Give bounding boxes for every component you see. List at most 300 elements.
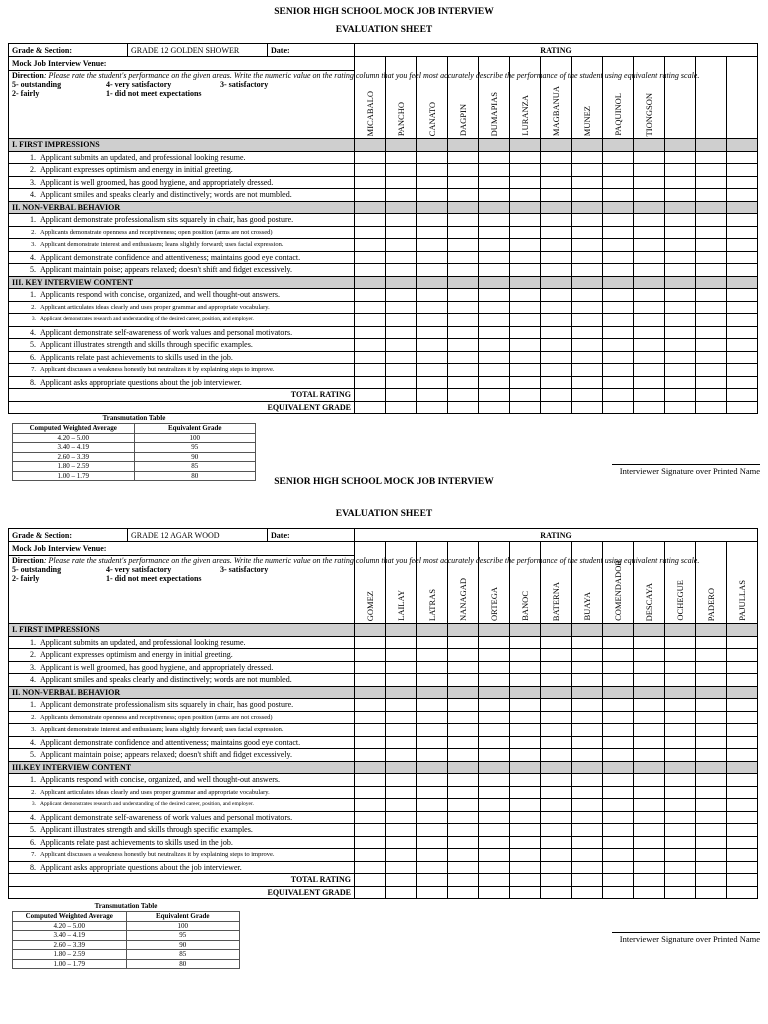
equivalent-grade-cell[interactable] bbox=[541, 401, 572, 414]
rating-cell[interactable] bbox=[417, 849, 448, 862]
rating-cell[interactable] bbox=[417, 264, 448, 277]
rating-cell[interactable] bbox=[355, 239, 386, 252]
rating-cell[interactable] bbox=[355, 189, 386, 202]
rating-cell[interactable] bbox=[448, 649, 479, 662]
rating-cell[interactable] bbox=[541, 351, 572, 364]
rating-cell[interactable] bbox=[696, 624, 727, 637]
rating-cell[interactable] bbox=[603, 314, 634, 327]
rating-cell[interactable] bbox=[603, 176, 634, 189]
rating-cell[interactable] bbox=[696, 264, 727, 277]
rating-cell[interactable] bbox=[479, 226, 510, 239]
rating-cell[interactable] bbox=[417, 711, 448, 724]
equivalent-grade-cell[interactable] bbox=[448, 886, 479, 899]
rating-cell[interactable] bbox=[572, 824, 603, 837]
rating-cell[interactable] bbox=[479, 164, 510, 177]
rating-cell[interactable] bbox=[696, 824, 727, 837]
rating-cell[interactable] bbox=[386, 239, 417, 252]
rating-cell[interactable] bbox=[510, 774, 541, 787]
rating-cell[interactable] bbox=[541, 749, 572, 762]
rating-cell[interactable] bbox=[603, 289, 634, 302]
rating-cell[interactable] bbox=[727, 226, 758, 239]
rating-cell[interactable] bbox=[603, 861, 634, 874]
rating-cell[interactable] bbox=[417, 214, 448, 227]
rating-cell[interactable] bbox=[665, 164, 696, 177]
rating-cell[interactable] bbox=[355, 214, 386, 227]
rating-cell[interactable] bbox=[386, 364, 417, 377]
rating-cell[interactable] bbox=[696, 239, 727, 252]
rating-cell[interactable] bbox=[603, 301, 634, 314]
rating-cell[interactable] bbox=[603, 364, 634, 377]
rating-cell[interactable] bbox=[479, 239, 510, 252]
rating-cell[interactable] bbox=[479, 364, 510, 377]
rating-cell[interactable] bbox=[479, 786, 510, 799]
equivalent-grade-cell[interactable] bbox=[572, 401, 603, 414]
rating-cell[interactable] bbox=[665, 226, 696, 239]
rating-cell[interactable] bbox=[355, 201, 386, 214]
total-rating-cell[interactable] bbox=[510, 389, 541, 402]
rating-cell[interactable] bbox=[355, 264, 386, 277]
rating-cell[interactable] bbox=[355, 786, 386, 799]
rating-cell[interactable] bbox=[355, 376, 386, 389]
rating-cell[interactable] bbox=[479, 264, 510, 277]
rating-cell[interactable] bbox=[727, 624, 758, 637]
rating-cell[interactable] bbox=[696, 201, 727, 214]
rating-cell[interactable] bbox=[448, 314, 479, 327]
rating-cell[interactable] bbox=[665, 724, 696, 737]
rating-cell[interactable] bbox=[696, 761, 727, 774]
rating-cell[interactable] bbox=[634, 724, 665, 737]
rating-cell[interactable] bbox=[510, 849, 541, 862]
rating-cell[interactable] bbox=[572, 189, 603, 202]
rating-cell[interactable] bbox=[603, 239, 634, 252]
rating-cell[interactable] bbox=[386, 339, 417, 352]
rating-cell[interactable] bbox=[510, 339, 541, 352]
rating-cell[interactable] bbox=[479, 861, 510, 874]
rating-cell[interactable] bbox=[355, 724, 386, 737]
rating-cell[interactable] bbox=[479, 736, 510, 749]
rating-cell[interactable] bbox=[665, 314, 696, 327]
rating-cell[interactable] bbox=[665, 289, 696, 302]
rating-cell[interactable] bbox=[696, 636, 727, 649]
rating-cell[interactable] bbox=[696, 314, 727, 327]
rating-cell[interactable] bbox=[355, 861, 386, 874]
equivalent-grade-cell[interactable] bbox=[417, 886, 448, 899]
rating-cell[interactable] bbox=[355, 824, 386, 837]
rating-cell[interactable] bbox=[665, 736, 696, 749]
equivalent-grade-cell[interactable] bbox=[479, 886, 510, 899]
rating-cell[interactable] bbox=[696, 836, 727, 849]
rating-cell[interactable] bbox=[510, 736, 541, 749]
venue-field[interactable] bbox=[9, 542, 355, 556]
rating-cell[interactable] bbox=[355, 836, 386, 849]
rating-cell[interactable] bbox=[696, 376, 727, 389]
rating-cell[interactable] bbox=[448, 339, 479, 352]
rating-cell[interactable] bbox=[572, 314, 603, 327]
rating-cell[interactable] bbox=[479, 314, 510, 327]
rating-cell[interactable] bbox=[355, 151, 386, 164]
rating-cell[interactable] bbox=[510, 239, 541, 252]
rating-cell[interactable] bbox=[572, 786, 603, 799]
rating-cell[interactable] bbox=[727, 786, 758, 799]
rating-cell[interactable] bbox=[634, 301, 665, 314]
rating-cell[interactable] bbox=[479, 749, 510, 762]
rating-cell[interactable] bbox=[572, 164, 603, 177]
rating-cell[interactable] bbox=[665, 774, 696, 787]
rating-cell[interactable] bbox=[541, 264, 572, 277]
rating-cell[interactable] bbox=[572, 761, 603, 774]
rating-cell[interactable] bbox=[603, 724, 634, 737]
rating-cell[interactable] bbox=[448, 836, 479, 849]
rating-cell[interactable] bbox=[479, 724, 510, 737]
rating-cell[interactable] bbox=[665, 151, 696, 164]
rating-cell[interactable] bbox=[386, 811, 417, 824]
rating-cell[interactable] bbox=[727, 201, 758, 214]
rating-cell[interactable] bbox=[665, 861, 696, 874]
rating-cell[interactable] bbox=[417, 351, 448, 364]
rating-cell[interactable] bbox=[665, 624, 696, 637]
rating-cell[interactable] bbox=[448, 811, 479, 824]
rating-cell[interactable] bbox=[355, 339, 386, 352]
rating-cell[interactable] bbox=[448, 276, 479, 289]
rating-cell[interactable] bbox=[479, 811, 510, 824]
rating-cell[interactable] bbox=[355, 849, 386, 862]
rating-cell[interactable] bbox=[696, 799, 727, 812]
rating-cell[interactable] bbox=[355, 251, 386, 264]
rating-cell[interactable] bbox=[448, 364, 479, 377]
rating-cell[interactable] bbox=[448, 326, 479, 339]
rating-cell[interactable] bbox=[386, 761, 417, 774]
rating-cell[interactable] bbox=[696, 151, 727, 164]
rating-cell[interactable] bbox=[634, 151, 665, 164]
date-field[interactable] bbox=[268, 529, 355, 542]
rating-cell[interactable] bbox=[634, 201, 665, 214]
rating-cell[interactable] bbox=[386, 151, 417, 164]
total-rating-cell[interactable] bbox=[665, 874, 696, 887]
rating-cell[interactable] bbox=[417, 201, 448, 214]
rating-cell[interactable] bbox=[448, 736, 479, 749]
rating-cell[interactable] bbox=[510, 314, 541, 327]
rating-cell[interactable] bbox=[541, 674, 572, 687]
rating-cell[interactable] bbox=[603, 761, 634, 774]
rating-cell[interactable] bbox=[696, 699, 727, 712]
rating-cell[interactable] bbox=[479, 849, 510, 862]
rating-cell[interactable] bbox=[665, 264, 696, 277]
rating-cell[interactable] bbox=[386, 214, 417, 227]
rating-cell[interactable] bbox=[541, 226, 572, 239]
rating-cell[interactable] bbox=[603, 251, 634, 264]
rating-cell[interactable] bbox=[386, 139, 417, 152]
rating-cell[interactable] bbox=[541, 139, 572, 152]
rating-cell[interactable] bbox=[572, 836, 603, 849]
rating-cell[interactable] bbox=[572, 226, 603, 239]
rating-cell[interactable] bbox=[696, 724, 727, 737]
rating-cell[interactable] bbox=[386, 836, 417, 849]
equivalent-grade-cell[interactable] bbox=[572, 886, 603, 899]
rating-cell[interactable] bbox=[572, 289, 603, 302]
rating-cell[interactable] bbox=[386, 699, 417, 712]
rating-cell[interactable] bbox=[448, 786, 479, 799]
rating-cell[interactable] bbox=[448, 164, 479, 177]
rating-cell[interactable] bbox=[727, 339, 758, 352]
rating-cell[interactable] bbox=[510, 301, 541, 314]
rating-cell[interactable] bbox=[572, 811, 603, 824]
rating-cell[interactable] bbox=[665, 649, 696, 662]
rating-cell[interactable] bbox=[355, 686, 386, 699]
rating-cell[interactable] bbox=[727, 289, 758, 302]
rating-cell[interactable] bbox=[386, 264, 417, 277]
rating-cell[interactable] bbox=[603, 836, 634, 849]
rating-cell[interactable] bbox=[541, 811, 572, 824]
rating-cell[interactable] bbox=[448, 849, 479, 862]
rating-cell[interactable] bbox=[696, 849, 727, 862]
total-rating-cell[interactable] bbox=[386, 389, 417, 402]
rating-cell[interactable] bbox=[386, 376, 417, 389]
rating-cell[interactable] bbox=[572, 799, 603, 812]
rating-cell[interactable] bbox=[479, 189, 510, 202]
rating-cell[interactable] bbox=[634, 139, 665, 152]
rating-cell[interactable] bbox=[448, 774, 479, 787]
rating-cell[interactable] bbox=[355, 301, 386, 314]
rating-cell[interactable] bbox=[665, 276, 696, 289]
rating-cell[interactable] bbox=[386, 351, 417, 364]
rating-cell[interactable] bbox=[386, 189, 417, 202]
rating-cell[interactable] bbox=[510, 176, 541, 189]
equivalent-grade-cell[interactable] bbox=[634, 886, 665, 899]
rating-cell[interactable] bbox=[727, 364, 758, 377]
rating-cell[interactable] bbox=[665, 836, 696, 849]
rating-cell[interactable] bbox=[417, 624, 448, 637]
rating-cell[interactable] bbox=[541, 189, 572, 202]
rating-cell[interactable] bbox=[634, 799, 665, 812]
rating-cell[interactable] bbox=[541, 376, 572, 389]
total-rating-cell[interactable] bbox=[603, 874, 634, 887]
total-rating-cell[interactable] bbox=[727, 389, 758, 402]
rating-cell[interactable] bbox=[479, 201, 510, 214]
total-rating-cell[interactable] bbox=[355, 874, 386, 887]
rating-cell[interactable] bbox=[665, 824, 696, 837]
total-rating-cell[interactable] bbox=[479, 389, 510, 402]
rating-cell[interactable] bbox=[665, 811, 696, 824]
rating-cell[interactable] bbox=[448, 176, 479, 189]
rating-cell[interactable] bbox=[634, 699, 665, 712]
rating-cell[interactable] bbox=[727, 799, 758, 812]
rating-cell[interactable] bbox=[417, 276, 448, 289]
rating-cell[interactable] bbox=[510, 364, 541, 377]
total-rating-cell[interactable] bbox=[696, 389, 727, 402]
rating-cell[interactable] bbox=[355, 649, 386, 662]
rating-cell[interactable] bbox=[634, 214, 665, 227]
rating-cell[interactable] bbox=[634, 376, 665, 389]
rating-cell[interactable] bbox=[417, 314, 448, 327]
rating-cell[interactable] bbox=[603, 774, 634, 787]
rating-cell[interactable] bbox=[448, 151, 479, 164]
rating-cell[interactable] bbox=[417, 376, 448, 389]
rating-cell[interactable] bbox=[696, 214, 727, 227]
rating-cell[interactable] bbox=[665, 364, 696, 377]
rating-cell[interactable] bbox=[386, 226, 417, 239]
rating-cell[interactable] bbox=[727, 861, 758, 874]
rating-cell[interactable] bbox=[386, 289, 417, 302]
rating-cell[interactable] bbox=[572, 364, 603, 377]
rating-cell[interactable] bbox=[386, 824, 417, 837]
rating-cell[interactable] bbox=[634, 189, 665, 202]
rating-cell[interactable] bbox=[665, 326, 696, 339]
rating-cell[interactable] bbox=[696, 661, 727, 674]
total-rating-cell[interactable] bbox=[727, 874, 758, 887]
rating-cell[interactable] bbox=[541, 774, 572, 787]
rating-cell[interactable] bbox=[603, 326, 634, 339]
rating-cell[interactable] bbox=[479, 139, 510, 152]
rating-cell[interactable] bbox=[572, 326, 603, 339]
rating-cell[interactable] bbox=[479, 176, 510, 189]
rating-cell[interactable] bbox=[634, 239, 665, 252]
rating-cell[interactable] bbox=[634, 164, 665, 177]
rating-cell[interactable] bbox=[417, 786, 448, 799]
rating-cell[interactable] bbox=[727, 661, 758, 674]
rating-cell[interactable] bbox=[727, 326, 758, 339]
total-rating-cell[interactable] bbox=[541, 389, 572, 402]
rating-cell[interactable] bbox=[479, 276, 510, 289]
rating-cell[interactable] bbox=[386, 164, 417, 177]
rating-cell[interactable] bbox=[417, 289, 448, 302]
rating-cell[interactable] bbox=[603, 649, 634, 662]
rating-cell[interactable] bbox=[665, 799, 696, 812]
rating-cell[interactable] bbox=[417, 301, 448, 314]
rating-cell[interactable] bbox=[479, 686, 510, 699]
rating-cell[interactable] bbox=[603, 799, 634, 812]
rating-cell[interactable] bbox=[479, 774, 510, 787]
equivalent-grade-cell[interactable] bbox=[541, 886, 572, 899]
rating-cell[interactable] bbox=[479, 624, 510, 637]
rating-cell[interactable] bbox=[510, 289, 541, 302]
rating-cell[interactable] bbox=[355, 674, 386, 687]
rating-cell[interactable] bbox=[727, 151, 758, 164]
equivalent-grade-cell[interactable] bbox=[417, 401, 448, 414]
rating-cell[interactable] bbox=[386, 326, 417, 339]
rating-cell[interactable] bbox=[510, 214, 541, 227]
rating-cell[interactable] bbox=[696, 226, 727, 239]
rating-cell[interactable] bbox=[448, 674, 479, 687]
rating-cell[interactable] bbox=[665, 786, 696, 799]
total-rating-cell[interactable] bbox=[634, 874, 665, 887]
rating-cell[interactable] bbox=[634, 176, 665, 189]
rating-cell[interactable] bbox=[634, 326, 665, 339]
rating-cell[interactable] bbox=[696, 326, 727, 339]
rating-cell[interactable] bbox=[541, 164, 572, 177]
rating-cell[interactable] bbox=[510, 711, 541, 724]
rating-cell[interactable] bbox=[510, 201, 541, 214]
equivalent-grade-cell[interactable] bbox=[479, 401, 510, 414]
rating-cell[interactable] bbox=[479, 824, 510, 837]
rating-cell[interactable] bbox=[386, 636, 417, 649]
rating-cell[interactable] bbox=[603, 214, 634, 227]
rating-cell[interactable] bbox=[510, 624, 541, 637]
rating-cell[interactable] bbox=[634, 289, 665, 302]
rating-cell[interactable] bbox=[479, 799, 510, 812]
rating-cell[interactable] bbox=[696, 301, 727, 314]
rating-cell[interactable] bbox=[448, 264, 479, 277]
equivalent-grade-cell[interactable] bbox=[448, 401, 479, 414]
rating-cell[interactable] bbox=[634, 264, 665, 277]
total-rating-cell[interactable] bbox=[572, 874, 603, 887]
rating-cell[interactable] bbox=[355, 736, 386, 749]
rating-cell[interactable] bbox=[541, 736, 572, 749]
rating-cell[interactable] bbox=[448, 251, 479, 264]
rating-cell[interactable] bbox=[355, 176, 386, 189]
rating-cell[interactable] bbox=[696, 811, 727, 824]
rating-cell[interactable] bbox=[448, 226, 479, 239]
rating-cell[interactable] bbox=[510, 226, 541, 239]
rating-cell[interactable] bbox=[603, 849, 634, 862]
rating-cell[interactable] bbox=[417, 774, 448, 787]
rating-cell[interactable] bbox=[386, 674, 417, 687]
rating-cell[interactable] bbox=[541, 364, 572, 377]
rating-cell[interactable] bbox=[727, 189, 758, 202]
rating-cell[interactable] bbox=[603, 824, 634, 837]
rating-cell[interactable] bbox=[634, 836, 665, 849]
rating-cell[interactable] bbox=[479, 376, 510, 389]
rating-cell[interactable] bbox=[727, 214, 758, 227]
total-rating-cell[interactable] bbox=[355, 389, 386, 402]
rating-cell[interactable] bbox=[417, 164, 448, 177]
rating-cell[interactable] bbox=[603, 264, 634, 277]
rating-cell[interactable] bbox=[541, 289, 572, 302]
equivalent-grade-cell[interactable] bbox=[510, 886, 541, 899]
rating-cell[interactable] bbox=[448, 139, 479, 152]
rating-cell[interactable] bbox=[355, 351, 386, 364]
rating-cell[interactable] bbox=[541, 661, 572, 674]
total-rating-cell[interactable] bbox=[634, 389, 665, 402]
rating-cell[interactable] bbox=[510, 686, 541, 699]
rating-cell[interactable] bbox=[634, 761, 665, 774]
rating-cell[interactable] bbox=[448, 351, 479, 364]
total-rating-cell[interactable] bbox=[665, 389, 696, 402]
rating-cell[interactable] bbox=[448, 189, 479, 202]
rating-cell[interactable] bbox=[510, 836, 541, 849]
rating-cell[interactable] bbox=[603, 686, 634, 699]
rating-cell[interactable] bbox=[603, 276, 634, 289]
rating-cell[interactable] bbox=[634, 711, 665, 724]
rating-cell[interactable] bbox=[510, 251, 541, 264]
rating-cell[interactable] bbox=[417, 749, 448, 762]
total-rating-cell[interactable] bbox=[448, 389, 479, 402]
rating-cell[interactable] bbox=[355, 774, 386, 787]
rating-cell[interactable] bbox=[665, 636, 696, 649]
rating-cell[interactable] bbox=[541, 624, 572, 637]
rating-cell[interactable] bbox=[448, 686, 479, 699]
equivalent-grade-cell[interactable] bbox=[355, 886, 386, 899]
rating-cell[interactable] bbox=[572, 649, 603, 662]
rating-cell[interactable] bbox=[355, 364, 386, 377]
rating-cell[interactable] bbox=[572, 351, 603, 364]
rating-cell[interactable] bbox=[696, 139, 727, 152]
rating-cell[interactable] bbox=[479, 761, 510, 774]
rating-cell[interactable] bbox=[386, 176, 417, 189]
grade-section-value[interactable]: GRADE 12 GOLDEN SHOWER bbox=[128, 44, 268, 57]
rating-cell[interactable] bbox=[572, 624, 603, 637]
rating-cell[interactable] bbox=[479, 351, 510, 364]
rating-cell[interactable] bbox=[665, 686, 696, 699]
rating-cell[interactable] bbox=[727, 724, 758, 737]
rating-cell[interactable] bbox=[417, 661, 448, 674]
rating-cell[interactable] bbox=[572, 214, 603, 227]
rating-cell[interactable] bbox=[541, 836, 572, 849]
rating-cell[interactable] bbox=[727, 636, 758, 649]
rating-cell[interactable] bbox=[541, 151, 572, 164]
rating-cell[interactable] bbox=[417, 686, 448, 699]
rating-cell[interactable] bbox=[572, 724, 603, 737]
rating-cell[interactable] bbox=[510, 189, 541, 202]
